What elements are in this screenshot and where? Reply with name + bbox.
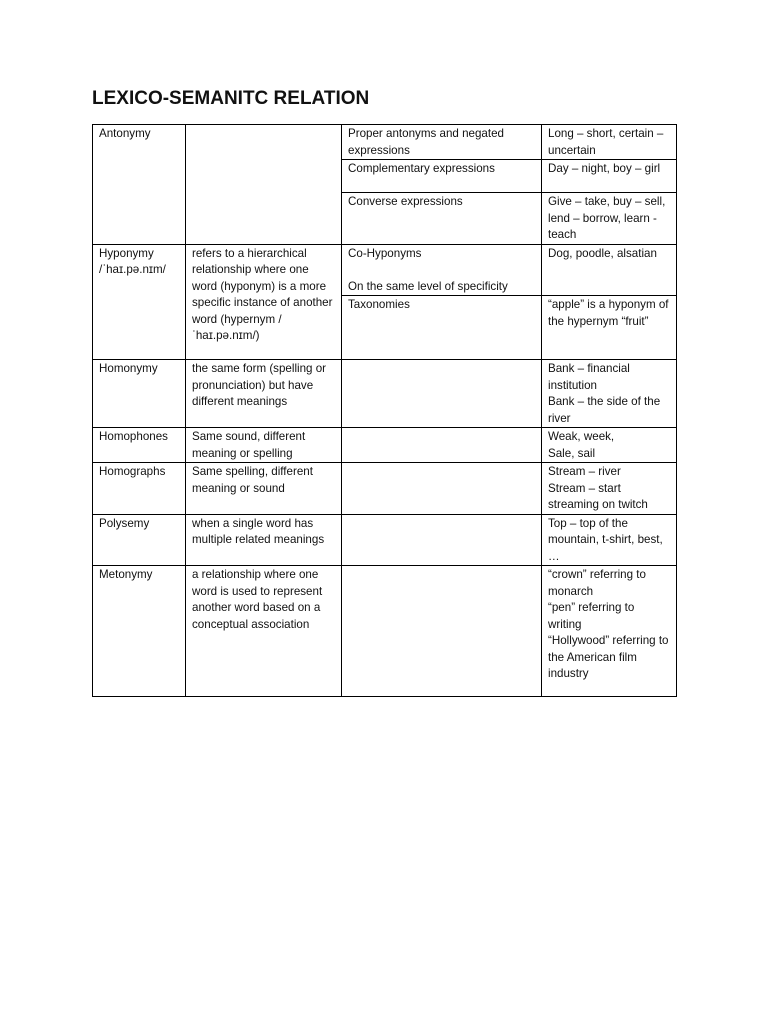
subtype-empty [342,566,542,697]
table-row-homonymy [93,360,677,428]
subtype-empty [342,360,542,428]
example-line: Stream – river [548,465,621,478]
term-antonymy: Antonymy [93,125,186,245]
example-line: Weak, week, [548,430,615,443]
term-homonymy: Homonymy [93,360,186,428]
page-title: LEXICO-SEMANITC RELATION [92,88,370,109]
subtype-proper-antonyms: Proper antonyms and negated expressions [342,125,542,160]
example-proper-antonyms: Long – short, certain – uncertain [542,125,677,160]
term-hyponymy [93,244,186,360]
example-line: “Hollywood” referring to the American film industry [548,634,669,680]
term-homographs: Homographs [93,463,186,515]
subtype-note: On the same level of specificity [348,279,508,293]
definition-polysemy: when a single word has multiple related meanings [186,514,342,566]
example-homographs [542,463,677,515]
table-row-metonymy [93,566,677,697]
term-polysemy: Polysemy [93,514,186,566]
definition-homonymy: the same form (spelling or pronunciation) but have different meanings [186,360,342,428]
example-taxonomies: “apple” is a hyponym of the hypernym “fruit” [542,296,677,360]
subtype-taxonomies: Taxonomies [342,296,542,360]
subtype-converse: Converse expressions [342,193,542,245]
example-line: Stream – start streaming on twitch [548,481,648,511]
lexico-semantic-relations-table [92,124,677,697]
example-line: Bank – the side of the river [548,395,661,425]
table-row-hyponymy [93,244,677,296]
table-row-homographs [93,463,677,515]
example-line: Bank – financial institution [548,362,630,392]
table-row-antonymy [93,125,677,160]
subtype-empty [342,428,542,463]
definition-hyponymy: refers to a hierarchical relationship where one word (hyponym) is a more specific instance of another word (hypernym /ˈhaɪ.pə.nɪm/) [186,244,342,360]
example-line: “pen” referring to writing [548,601,635,631]
example-converse: Give – take, buy – sell, lend – borrow, learn - teach [542,193,677,245]
example-polysemy: Top – top of the mountain, t-shirt, best, … [542,514,677,566]
example-line: “crown” referring to monarch [548,568,646,598]
example-line: Sale, sail [548,446,596,460]
example-homonymy [542,360,677,428]
definition-antonymy [186,125,342,245]
term-label: Hyponymy [99,246,154,260]
term-pronunciation: /ˈhaɪ.pə.nɪm/ [99,263,166,276]
table-row-homophones [93,428,677,463]
subtype-empty [342,463,542,515]
example-complementary: Day – night, boy – girl [542,160,677,193]
subtype-complementary: Complementary expressions [342,160,542,193]
definition-homophones: Same sound, different meaning or spelling [186,428,342,463]
example-metonymy [542,566,677,697]
definition-metonymy: a relationship where one word is used to represent another word based on a conceptual association [186,566,342,697]
term-metonymy: Metonymy [93,566,186,697]
example-homophones [542,428,677,463]
example-co-hyponyms: Dog, poodle, alsatian [542,244,677,296]
subtype-co-hyponyms [342,244,542,296]
subtype-label: Co-Hyponyms [348,246,422,260]
definition-homographs: Same spelling, different meaning or sound [186,463,342,515]
subtype-empty [342,514,542,566]
table-row-polysemy [93,514,677,566]
term-homophones: Homophones [93,428,186,463]
